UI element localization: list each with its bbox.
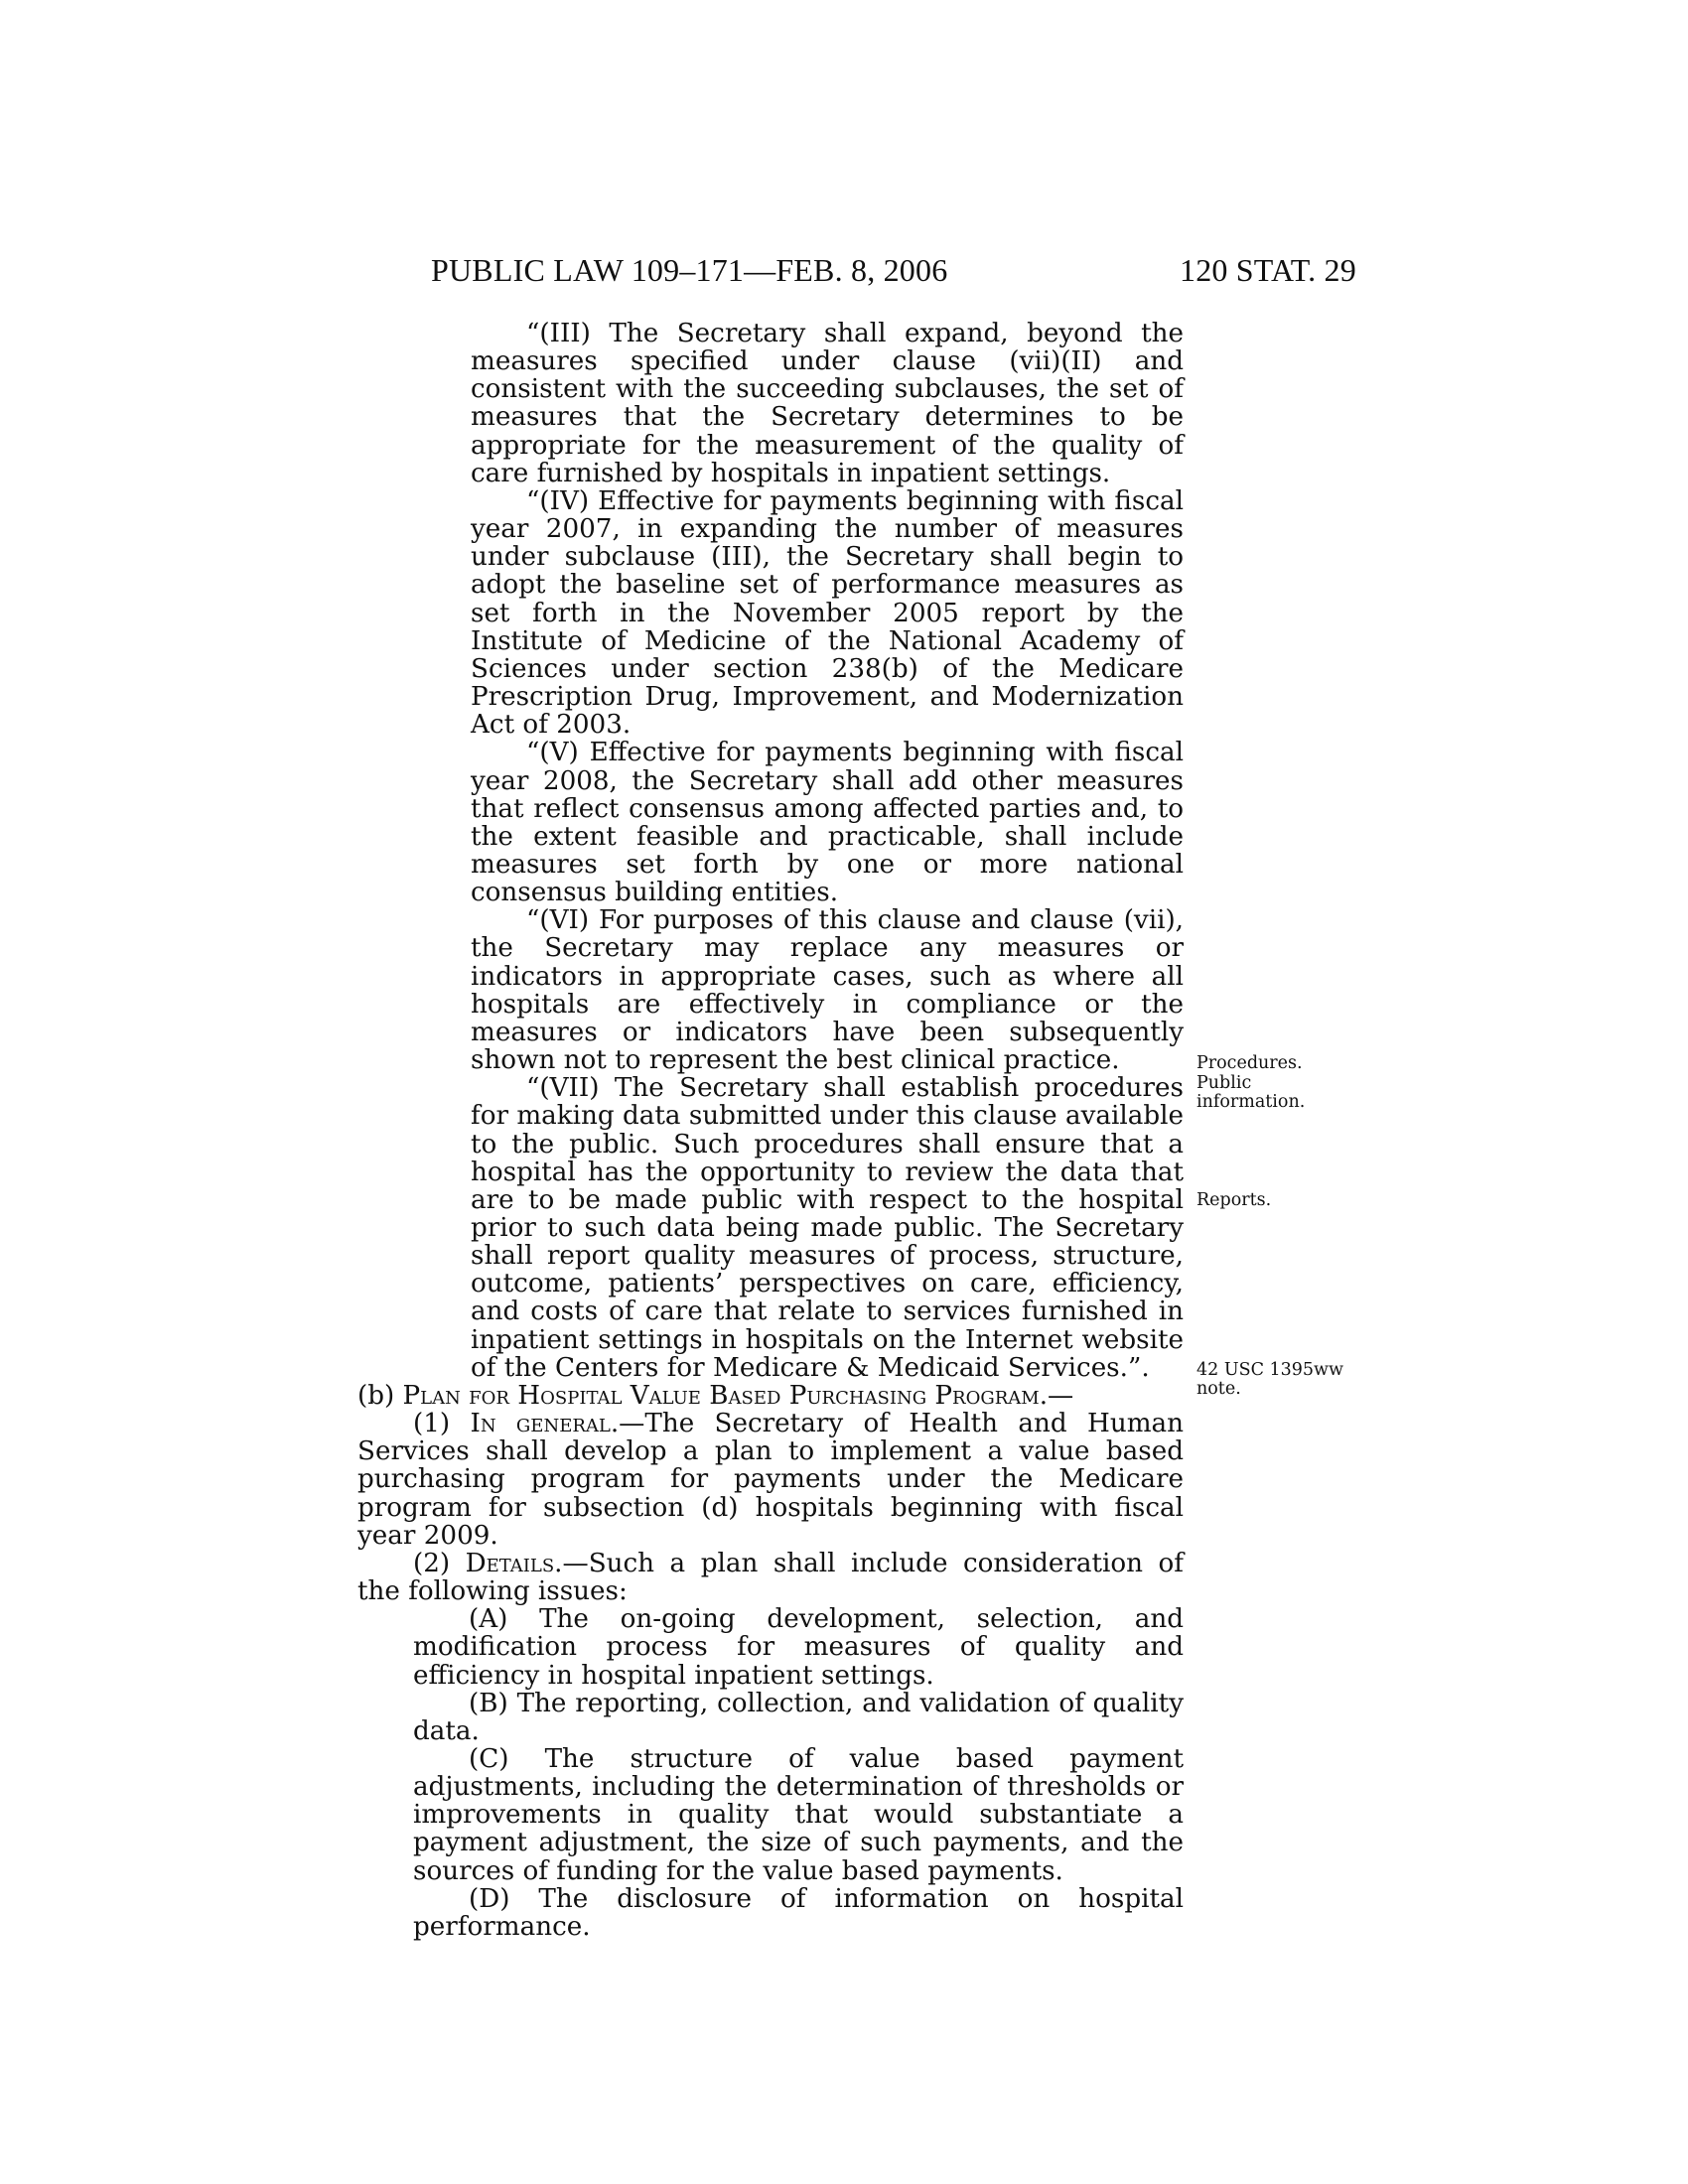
- running-header-title: PUBLIC LAW 109–171—FEB. 8, 2006: [431, 252, 948, 288]
- paragraph-1: [357, 1410, 1184, 1550]
- paragraph-1-text: —The Secretary of Health and Human Services shall develop a plan to implement a value based purchasing program for payments under the Medicare program for subsection (d) hospitals beginning with fiscal year 2009.: [357, 1409, 1185, 1551]
- running-header-page-number: 120 STAT. 29: [1180, 252, 1356, 288]
- subparagraph-b: (B) The reporting, collection, and validation of quality data.: [413, 1688, 1184, 1746]
- paragraph-1-prefix: (1): [413, 1409, 471, 1439]
- paragraph-2: [357, 1550, 1184, 1605]
- paragraph-2-prefix: (2): [413, 1548, 466, 1578]
- section-b-heading: [357, 1382, 1184, 1410]
- paragraph-2-heading: Details.: [465, 1548, 563, 1578]
- margin-note-usc-citation: 42 USC 1395ww note.: [1196, 1360, 1344, 1399]
- subparagraph-a: (A) The on-going development, selection, and modification process for measures of quality and efficiency in hospital inpatient settings.: [413, 1604, 1184, 1691]
- subclause-iv: “(IV) Effective for payments beginning with fiscal year 2007, in expanding the number of measures under subclause (III), the Secretary shall begin to adopt the baseline set of performance measures as set forth in the November 2005 report by the Institute of Medicine of the National Academy of Sciences under section 238(b) of the Medicare Prescription Drug, Improvement, and Modernization Act of 2003.: [471, 485, 1184, 741]
- section-b-title: Plan for Hospital Value Based Purchasing Program.—: [402, 1380, 1074, 1411]
- margin-note-public-information: Public information.: [1196, 1073, 1306, 1112]
- paragraph-2-text: —Such a plan shall include consideration of the following issues:: [357, 1548, 1184, 1607]
- paragraph-1-heading: In general.: [470, 1409, 620, 1439]
- margin-note-procedures: Procedures.: [1196, 1053, 1303, 1073]
- margin-note-reports: Reports.: [1196, 1190, 1272, 1210]
- subclause-v: “(V) Effective for payments beginning with fiscal year 2008, the Secretary shall add other measures that reflect consensus among affected parties and, to the extent feasible and practicable, shall include measures set forth by one or more national consensus building entities.: [471, 738, 1184, 908]
- statute-body: [357, 320, 1184, 1941]
- subparagraph-c: (C) The structure of value based payment adjustments, including the determination of thresholds or improvements in quality that would substantiate a payment adjustment, the size of such payments, and the sources of funding for the value based payments.: [413, 1743, 1184, 1886]
- subclause-iii: “(III) The Secretary shall expand, beyond the measures specified under clause (vii)(II) and consistent with the succeeding subclauses, the set of measures that the Secretary determines to be appropriate for the measurement of the quality of care furnished by hospitals in inpatient settings.: [471, 319, 1184, 488]
- section-b-prefix: (b): [357, 1380, 403, 1411]
- subclause-vi: “(VI) For purposes of this clause and clause (vii), the Secretary may replace any measures or indicators in appropriate cases, such as where all hospitals are effectively in compliance or the measures or indicators have been subsequently shown not to represent the best clinical practice.: [471, 905, 1184, 1076]
- subclause-vii: “(VII) The Secretary shall establish procedures for making data submitted under this clause available to the public. Such procedures shall ensure that a hospital has the opportunity to review the data that are to be made public with respect to the hospital prior to such data being made public. The Secretary shall report quality measures of process, structure, outcome, patients’ perspectives on care, efficiency, and costs of care that relate to services furnished in inpatient settings in hospitals on the Internet website of the Centers for Medicare & Medicaid Services.”.: [471, 1073, 1184, 1383]
- subparagraph-d: (D) The disclosure of information on hospital performance.: [413, 1883, 1184, 1942]
